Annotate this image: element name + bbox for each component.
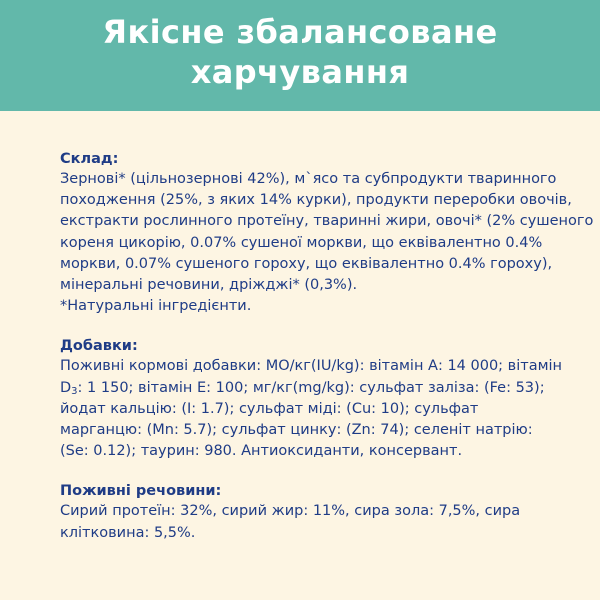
composition-line: мінеральні речовини, дріжджі* (0,3%).: [60, 277, 358, 294]
composition-heading: Склад:: [60, 151, 119, 167]
additives-line: йодат кальцію: (I: 1.7); сульфат міді: (Cu: 10); сульфат: [60, 400, 479, 417]
page-title-line-1: Якісне збалансоване: [102, 13, 498, 51]
additives-line: [60, 378, 560, 399]
composition-section: [60, 149, 594, 317]
composition-line: моркви, 0.07% сушеного гороху, що еквівалентно 0.4% гороху),: [60, 255, 553, 272]
additives-section: [60, 336, 563, 462]
additives-line-rest: : 1 150; вітамін Е: 100; мг/кг(mg/kg): сульфат заліза: (Fe: 53);: [77, 379, 545, 396]
vitamin-d-subscript: 3: [71, 385, 78, 397]
nutrients-line: Сирий протеїн: 32%, сирий жир: 11%, сира зола: 7,5%, сира: [60, 503, 521, 520]
additives-heading: Добавки:: [60, 338, 138, 355]
composition-line: кореня цикорію, 0.07% сушеної моркви, що еквівалентно 0.4%: [60, 234, 543, 251]
nutrients-line: клітковина: 5,5%.: [60, 524, 196, 541]
additives-line: Поживні кормові добавки: МО/кг(IU/kg): вітамін А: 14 000; вітамін: [60, 358, 563, 375]
additives-line: (Se: 0.12); таурин: 980. Антиоксиданти, консервант.: [60, 443, 463, 460]
vitamin-d-letter: D: [60, 379, 72, 396]
composition-line: екстракти рослинного протеїну, тваринні жири, овочі* (2% сушеного: [60, 213, 594, 230]
nutrients-section: [60, 481, 560, 543]
title-banner: [0, 0, 600, 111]
composition-line: Зернові* (цільнозернові 42%), м`ясо та субпродукти тваринного: [60, 171, 557, 187]
nutrients-heading: Поживні речовини:: [60, 483, 222, 500]
additives-line: марганцю: (Mn: 5.7); сульфат цинку: (Zn: 74); селеніт натрію:: [60, 422, 533, 439]
page-title-line-2: харчування: [190, 53, 410, 91]
product-info: [60, 149, 594, 563]
composition-line: походження (25%, з яких 14% курки), продукти переробки овочів,: [60, 192, 572, 209]
natural-ingredients-note: *Натуральні інгредієнти.: [60, 298, 252, 315]
